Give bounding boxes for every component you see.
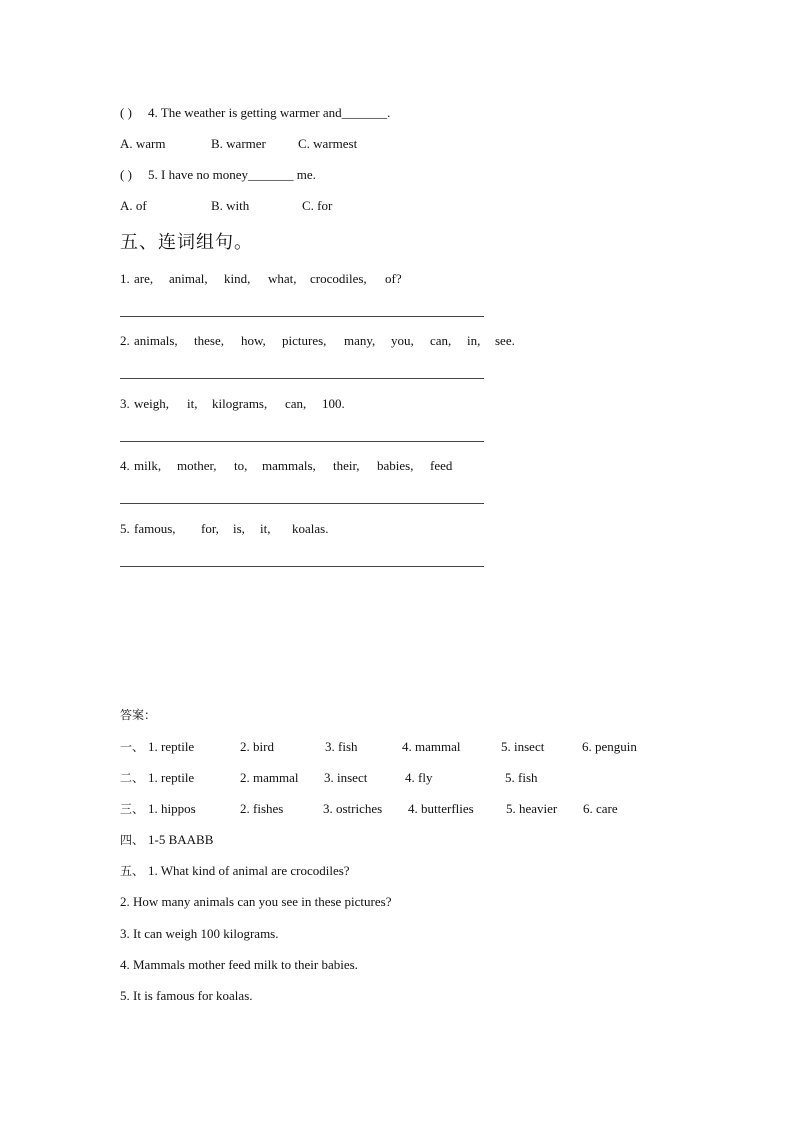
word: are,	[134, 271, 154, 286]
answer-line	[120, 316, 484, 317]
item-number: 4.	[120, 458, 130, 473]
word: their,	[333, 458, 360, 473]
answer-item: 4. mammal	[402, 739, 461, 754]
answer-item: 4. butterflies	[408, 801, 474, 816]
answer-item: 1-5 BAABB	[148, 832, 214, 847]
row-prefix: 五、	[120, 864, 145, 878]
word: in,	[467, 333, 481, 348]
answer-sentence: 3. It can weigh 100 kilograms.	[120, 926, 279, 941]
word: it,	[187, 396, 198, 411]
answer-item: 6. care	[583, 801, 618, 816]
answers-title: 答案：	[120, 708, 157, 722]
option-c: C. warmest	[298, 136, 358, 151]
question-stem: 5. I have no money_______ me.	[148, 167, 316, 182]
option-b: B. with	[211, 198, 250, 213]
word: of?	[385, 271, 402, 286]
row-prefix: 三、	[120, 802, 145, 816]
answer-item: 5. fish	[505, 770, 538, 785]
option-b: B. warmer	[211, 136, 266, 151]
word: mother,	[177, 458, 217, 473]
word: feed	[430, 458, 453, 473]
answer-item: 1. reptile	[148, 739, 195, 754]
answer-sentence: 2. How many animals can you see in these pictures?	[120, 894, 392, 909]
item-number: 1.	[120, 271, 130, 286]
answer-item: 6. penguin	[582, 739, 637, 754]
question-4	[120, 105, 391, 121]
word: pictures,	[282, 333, 327, 348]
option-a: A. of	[120, 198, 147, 213]
word: can,	[285, 396, 307, 411]
word: it,	[260, 521, 271, 536]
item-number: 3.	[120, 396, 130, 411]
answer-bracket: ( )	[120, 167, 132, 182]
word: animals,	[134, 333, 178, 348]
answer-line	[120, 503, 484, 504]
word: milk,	[134, 458, 162, 473]
row-prefix: 四、	[120, 833, 145, 847]
row-prefix: 一、	[120, 740, 145, 754]
answer-sentence: 4. Mammals mother feed milk to their babies.	[120, 957, 358, 972]
option-c: C. for	[302, 198, 333, 213]
item-number: 2.	[120, 333, 130, 348]
word: kind,	[224, 271, 251, 286]
word: koalas.	[292, 521, 329, 536]
answer-sentence: 1. What kind of animal are crocodiles?	[148, 863, 350, 878]
answer-item: 3. ostriches	[323, 801, 383, 816]
word: how,	[241, 333, 266, 348]
word: famous,	[134, 521, 176, 536]
word: to,	[234, 458, 248, 473]
word: weigh,	[134, 396, 170, 411]
answer-bracket: ( )	[120, 105, 132, 120]
question-5	[120, 167, 316, 183]
word: animal,	[169, 271, 208, 286]
word: for,	[201, 521, 219, 536]
option-a: A. warm	[120, 136, 166, 151]
item-number: 5.	[120, 521, 130, 536]
word: crocodiles,	[310, 271, 367, 286]
word: many,	[344, 333, 376, 348]
word: mammals,	[262, 458, 316, 473]
word: see.	[495, 333, 515, 348]
word: you,	[391, 333, 414, 348]
answer-item: 2. mammal	[240, 770, 299, 785]
answer-sentence: 5. It is famous for koalas.	[120, 988, 253, 1003]
answer-item: 1. hippos	[148, 801, 196, 816]
answer-item: 5. heavier	[506, 801, 558, 816]
word: is,	[233, 521, 245, 536]
answer-line	[120, 378, 484, 379]
answer-line	[120, 566, 484, 567]
word: 100.	[322, 396, 345, 411]
answer-item: 2. fishes	[240, 801, 284, 816]
question-stem: 4. The weather is getting warmer and_______.	[148, 105, 391, 120]
word: these,	[194, 333, 224, 348]
word: what,	[268, 271, 297, 286]
answer-item: 4. fly	[405, 770, 433, 785]
answer-item: 2. bird	[240, 739, 274, 754]
answer-item: 1. reptile	[148, 770, 195, 785]
answer-item: 3. insect	[324, 770, 368, 785]
word: can,	[430, 333, 452, 348]
row-prefix: 二、	[120, 771, 145, 785]
answer-item: 5. insect	[501, 739, 545, 754]
word: babies,	[377, 458, 414, 473]
answer-line	[120, 441, 484, 442]
section-5-title: 五、连词组句。	[120, 232, 253, 253]
word: kilograms,	[212, 396, 268, 411]
answer-item: 3. fish	[325, 739, 358, 754]
